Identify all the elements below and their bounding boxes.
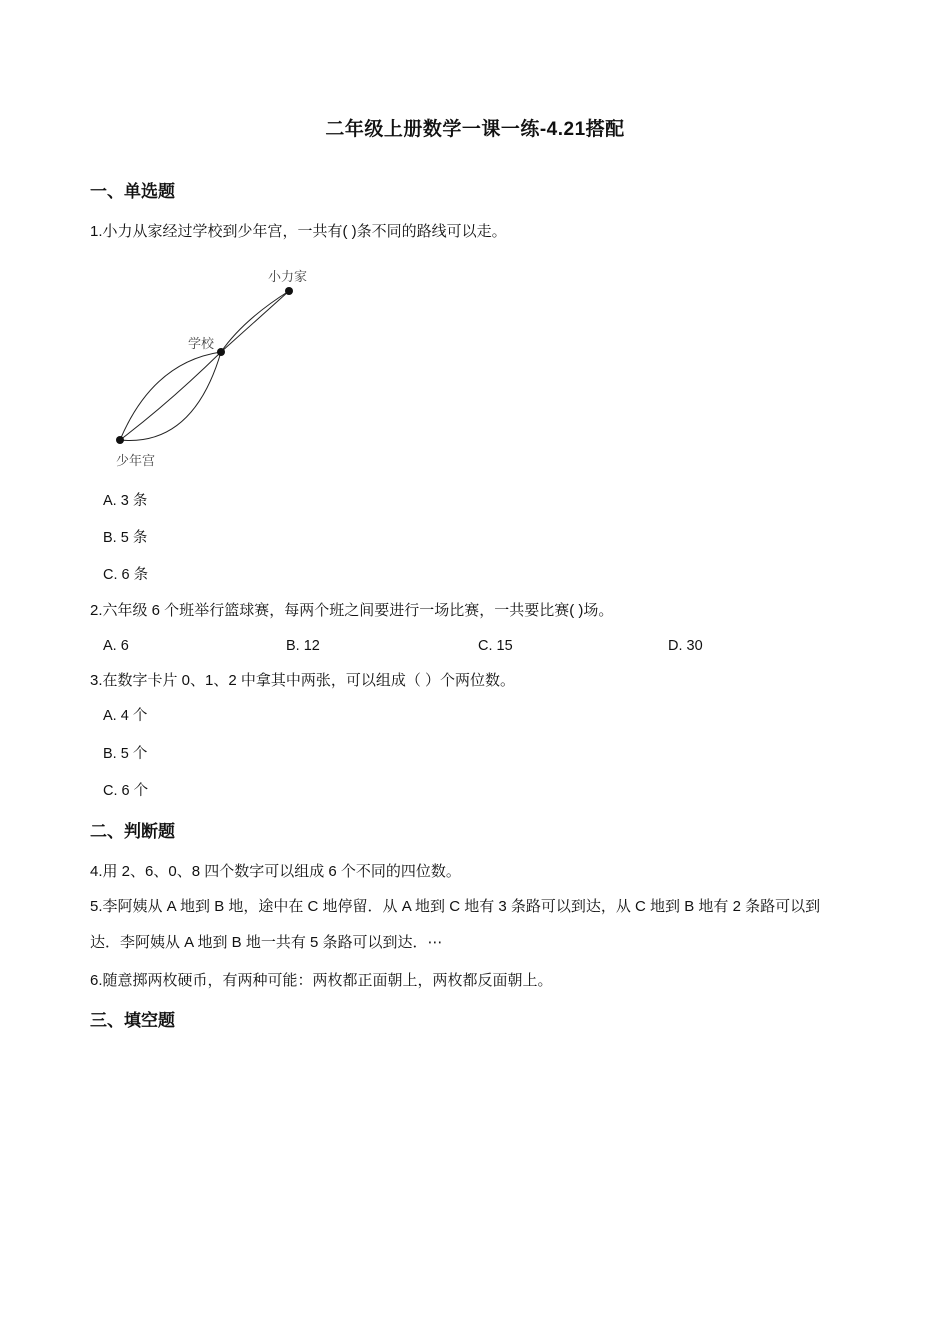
q1-option-c[interactable]: C. 6 条: [103, 567, 149, 583]
question-1: 1.小力从家经过学校到少年宫，一共有( )条不同的路线可以走。: [90, 223, 507, 240]
section-heading-true-false: 二、判断题: [90, 822, 175, 841]
route-school-palace-2: [120, 352, 221, 440]
q3-option-b[interactable]: B. 5 个: [103, 746, 148, 762]
school-point: [217, 348, 225, 356]
q2-option-d[interactable]: D. 30: [668, 638, 703, 654]
question-6: 6.随意掷两枚硬币，有两种可能：两枚都正面朝上，两枚都反面朝上。: [90, 972, 553, 989]
route-home-school-1: [221, 291, 289, 352]
school-label: 学校: [188, 337, 215, 352]
q2-option-c[interactable]: C. 15: [478, 638, 513, 654]
route-school-palace-3: [120, 352, 221, 440]
q3-option-c[interactable]: C. 6 个: [103, 783, 149, 799]
palace-point: [116, 436, 124, 444]
home-point: [285, 287, 293, 295]
q3-option-a[interactable]: A. 4 个: [103, 708, 148, 724]
question-2: 2.六年级 6 个班举行篮球赛，每两个班之间要进行一场比赛，一共要比赛( )场。: [90, 602, 614, 619]
q2-option-a[interactable]: A. 6: [103, 638, 129, 654]
page-title: 二年级上册数学一课一练-4.21搭配: [325, 119, 625, 140]
question-4: 4.用 2、6、0、8 四个数字可以组成 6 个不同的四位数。: [90, 863, 461, 880]
question-3: 3.在数字卡片 0、1、2 中拿其中两张，可以组成（ ）个两位数。: [90, 672, 516, 689]
q1-option-a[interactable]: A. 3 条: [103, 493, 148, 509]
section-heading-fill-blank: 三、填空题: [90, 1011, 175, 1030]
route-diagram: [108, 262, 348, 477]
route-school-palace-1: [120, 352, 221, 440]
section-heading-single-choice: 一、单选题: [90, 182, 175, 201]
palace-label: 少年宫: [116, 454, 156, 469]
q2-option-b[interactable]: B. 12: [286, 638, 320, 654]
question-5: 5.李阿姨从 A 地到 B 地，途中在 C 地停留．从 A 地到 C 地有 3 条路可以到达，从 C 地到 B 地有 2 条路可以到达．李阿姨从 A 地到 B 地一共有 5 条路可以到达．⋯: [90, 898, 821, 951]
q1-option-b[interactable]: B. 5 条: [103, 530, 148, 546]
home-label: 小力家: [268, 270, 308, 285]
